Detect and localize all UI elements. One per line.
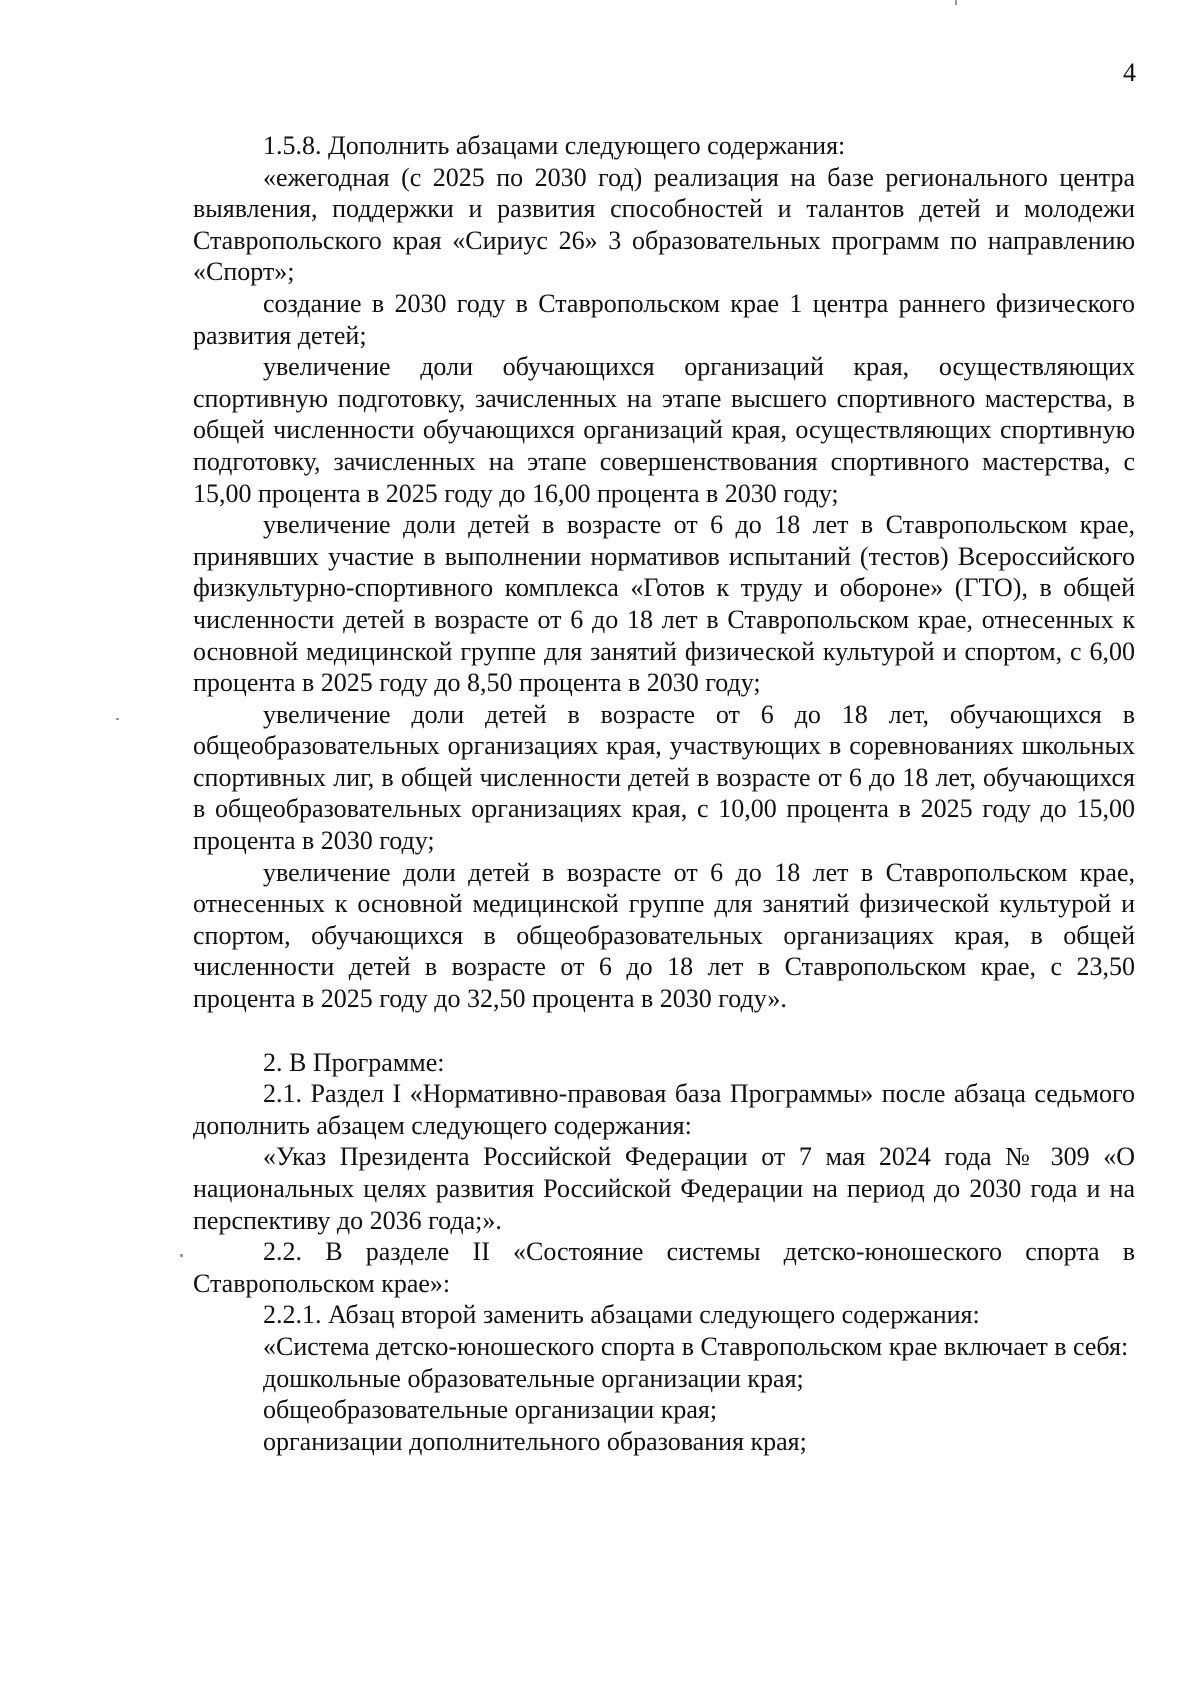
section-2-heading: 2. В Программе: [263,1047,445,1077]
paragraph-school-sports-leagues: увеличение доли детей в возрасте от 6 до 18 лет, обучающихся в общеобразовательных организациях края, участвующих в соревнованиях школьных спортивных лиг, в общей численности детей в возрасте от 6 до 18 лет, обучающихся в общеобразовательных организациях края, с 10,00 процента в 2025 году до 15,00 процента в 2030 году; [193,699,1135,856]
clause-2-1: 2.1. Раздел I «Нормативно-правовая база Программы» после абзаца седьмого дополнить абзацем следующего содержания: [193,1079,1135,1140]
section-gap [193,1015,1135,1047]
list-item-preschool: дошкольные образовательные организации края; [263,1363,804,1393]
scan-speck-left [116,718,119,720]
clause-2-2-1: 2.2.1. Абзац второй заменить абзацами следующего содержания: [263,1300,980,1330]
paragraph-system-includes: «Система детско-юношеского спорта в Ставропольском крае включает в себя: [263,1331,1129,1361]
document-body [193,130,1135,1457]
paragraph-sports-mastery-share: увеличение доли обучающихся организаций края, осуществляющих спортивную подготовку, зачисленных на этапе высшего спортивного мастерства, в общей численности обучающихся организаций края, осуществляющих спортивную подготовку, зачисленных на этапе совершенствования спортивного мастерства, с 15,00 процента в 2025 году до 16,00 процента в 2030 году; [193,352,1135,508]
scan-speck-top [955,0,957,5]
clause-2-2: 2.2. В разделе II «Состояние системы детско-юношеского спорта в Ставропольском крае»: [193,1237,1135,1298]
scan-speck-margin [180,1254,183,1257]
paragraph-sirius-programs: «ежегодная (с 2025 по 2030 год) реализация на базе регионального центра выявления, поддержки и развития способностей и талантов детей и молодежи Ставропольского края «Сириус 26» 3 образовательных программ по направлению «Спорт»; [193,162,1135,287]
page-number: 4 [1123,58,1136,87]
list-item-general-education: общеобразовательные организации края; [263,1395,718,1425]
paragraph-physical-culture-share: увеличение доли детей в возрасте от 6 до 18 лет в Ставропольском крае, отнесенных к основной медицинской группе для занятий физической культурой и спортом, обучающихся в общеобразовательных организациях края, в общей численности детей в возрасте от 6 до 18 лет в Ставропольском крае, с 23,50 процента в 2025 году до 32,50 процента в 2030 году». [193,857,1135,1014]
list-item-additional-education: организации дополнительного образования края; [263,1426,807,1456]
paragraph-gto-participation: увеличение доли детей в возрасте от 6 до 18 лет в Ставропольском крае, принявших участие в выполнении нормативов испытаний (тестов) Всероссийского физкультурно-спортивного комплекса «Готов к труду и обороне» (ГТО), в общей численности детей в возрасте от 6 до 18 лет в Ставропольском крае, отнесенных к основной медицинской группе для занятий физической культурой и спортом, с 6,00 процента в 2025 году до 8,50 процента в 2030 году; [193,510,1135,698]
paragraph-early-development-center: создание в 2030 году в Ставропольском крае 1 центра раннего физического развития детей; [193,288,1135,350]
clause-1-5-8-heading: 1.5.8. Дополнить абзацами следующего содержания: [263,131,846,160]
paragraph-presidential-decree: «Указ Президента Российской Федерации от 7 мая 2024 года № 309 «О национальных целях развития Российской Федерации на период до 2030 года и на перспективу до 2036 года;». [193,1142,1135,1235]
